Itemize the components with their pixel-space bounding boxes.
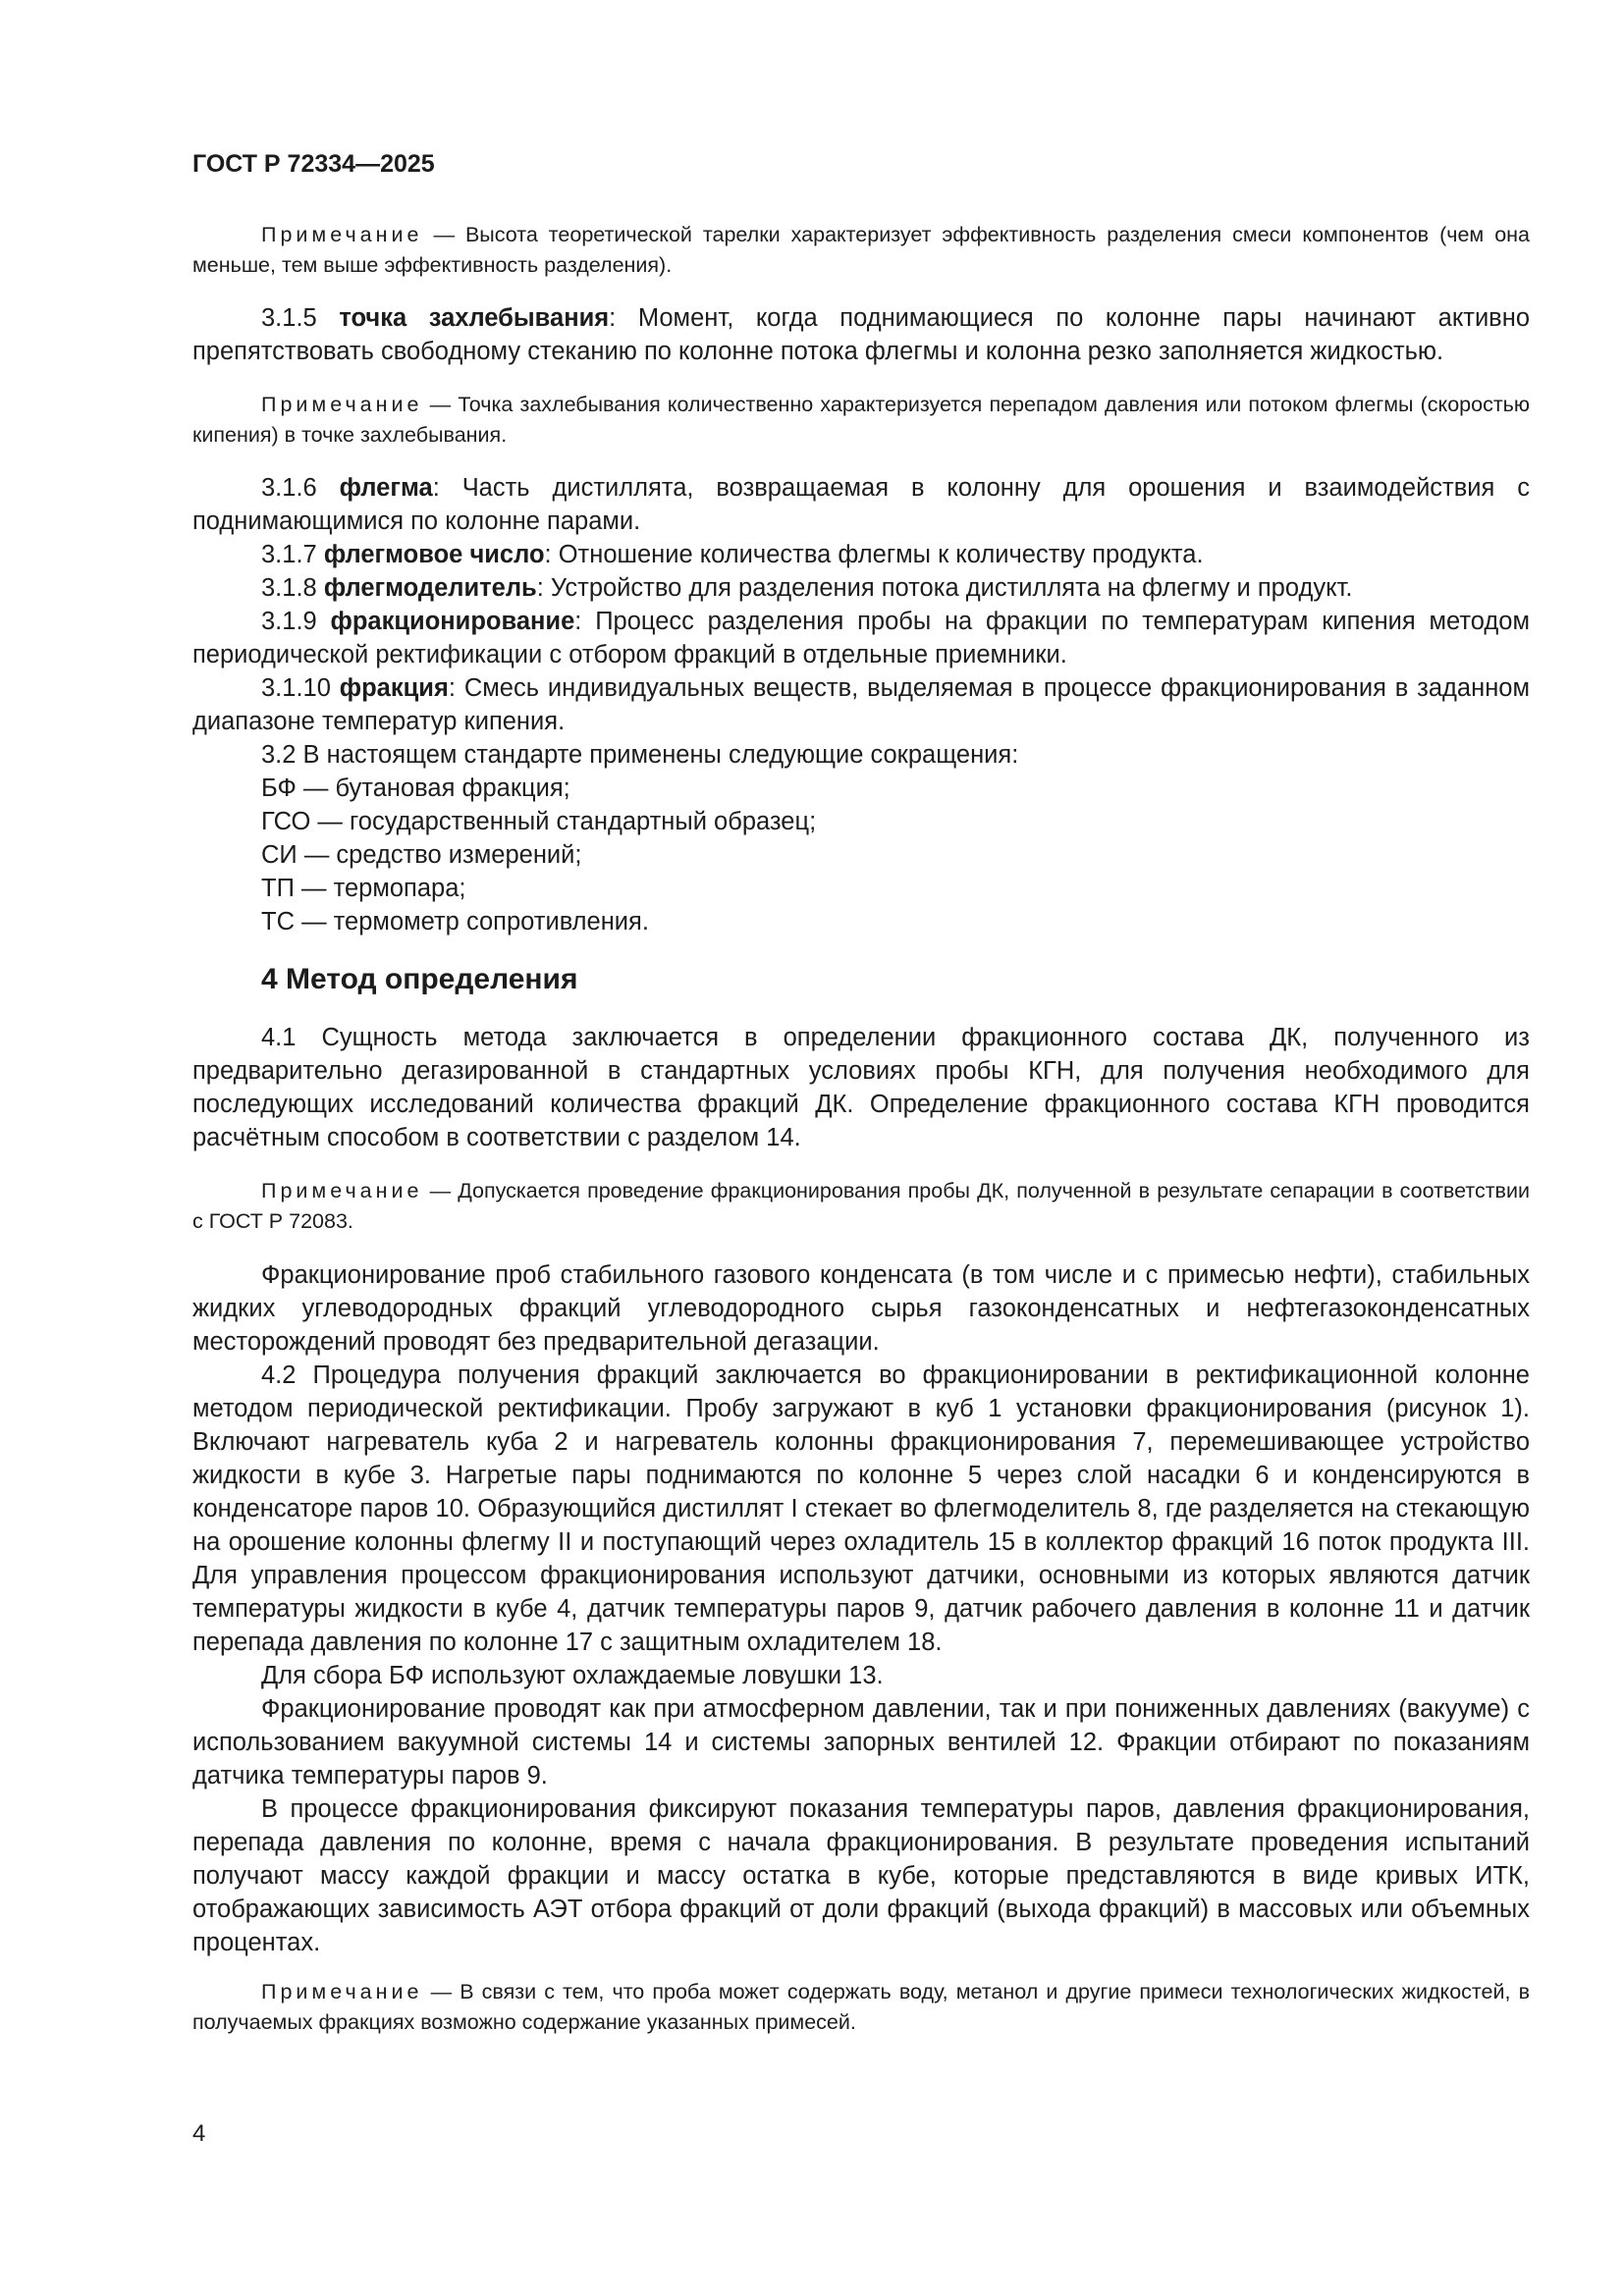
note-label: Примечание (261, 393, 423, 416)
term-name: фракционирование (330, 608, 575, 635)
term-text: Часть дистиллята, возвращаемая в колонну для орошения и взаимодействия с поднимающимися по колонне парами. (192, 474, 1530, 535)
abbreviation-item: ГСО — государственный стандартный образец; (261, 808, 817, 835)
term-name: флегма (339, 474, 433, 502)
note-label: Примечание (261, 223, 423, 246)
note: Примечание — Допускается проведение фракционирования пробы ДК, полученной в результате сепарации в соответствии с ГОСТ Р 72083. (192, 1179, 1530, 1233)
paragraph: 4.2 Процедура получения фракций заключается во фракционировании в ректификационной колонне методом периодической ректификации. Пробу загружают в куб 1 установки фракционирования (рисунок 1). Включают нагреватель куба 2 и нагреватель колонны фракционирования 7, перемешивающее устройство жидкости в кубе 3. Нагретые пары поднимаются по колонне 5 через слой насадки 6 и конденсируются в конденсаторе паров 10. Образующийся дистиллят I стекает во флегмоделитель 8, где разделяется на стекающую на орошение колонны флегму II и поступающий через охладитель 15 в коллектор фракций 16 поток продукта III. Для управления процессом фракционирования используют датчики, основными из которых являются датчик температуры жидкости в кубе 4, датчик температуры паров 9, датчик рабочего давления в колонне 11 и датчик перепада давления по колонне 17 с защитным охладителем 18. (192, 1362, 1530, 1656)
paragraph: Фракционирование проб стабильного газового конденсата (в том числе и с примесью нефти), стабильных жидких углеводородных фракций углеводородного сырья газоконденсатных и нефтегазоконденсатных месторождений проводят без предварительной дегазации. (192, 1261, 1530, 1356)
paragraph: 4.1 Сущность метода заключается в определении фракционного состава ДК, полученного из предварительно дегазированной в стандартных условиях пробы КГН, для получения необходимого для последующих исследований количества фракций ДК. Определение фракционного состава КГН проводится расчётным способом в соответствии с разделом 14. (192, 1024, 1530, 1151)
term-name: флегмоделитель (323, 574, 537, 602)
term-text: Отношение количества флегмы к количеству продукта. (558, 541, 1204, 568)
term-name: флегмовое число (323, 541, 545, 568)
term-text: Смесь индивидуальных веществ, выделяемая в процессе фракционирования в заданном диапазоне температур кипения. (192, 674, 1530, 735)
term-name: точка захлебывания (339, 304, 610, 332)
note: Примечание — Высота теоретической тарелки характеризует эффективность разделения смеси компонентов (чем она меньше, тем выше эффективность разделения). (192, 223, 1530, 277)
note-label: Примечание (261, 1179, 423, 1202)
section-heading: 4 Метод определения (261, 963, 578, 995)
abbreviation-item: СИ — средство измерений; (261, 841, 582, 869)
paragraph: Фракционирование проводят как при атмосферном давлении, так и при пониженных давлениях (вакууме) с использованием вакуумной системы 14 и системы запорных вентилей 12. Фракции отбирают по показаниям датчика температуры паров 9. (192, 1695, 1530, 1789)
term-number: 3.1.5 (261, 304, 317, 332)
term-definition: 3.1.10 фракция: Смесь индивидуальных веществ, выделяемая в процессе фракционирования в заданном диапазоне температур кипения. (192, 674, 1530, 735)
term-definition: 3.1.9 фракционирование: Процесс разделения пробы на фракции по температурам кипения методом периодической ректификации с отбором фракций в отдельные приемники. (192, 608, 1531, 668)
page-number: 4 (192, 2120, 206, 2147)
term-number: 3.1.6 (261, 474, 317, 502)
note: Примечание — В связи с тем, что проба может содержать воду, метанол и другие примеси технологических жидкостей, в получаемых фракциях возможно содержание указанных примесей. (192, 1980, 1530, 2034)
note: Примечание — Точка захлебывания количественно характеризуется перепадом давления или потоком флегмы (скоростью кипения) в точке захлебывания. (192, 393, 1530, 447)
paragraph: 3.2 В настоящем стандарте применены следующие сокращения: (261, 741, 1019, 769)
term-text: Устройство для разделения потока дистиллята на флегму и продукт. (550, 574, 1353, 602)
document-body (192, 220, 1530, 2038)
paragraph: Для сбора БФ используют охлаждаемые ловушки 13. (261, 1662, 884, 1689)
abbreviation-item: БФ — бутановая фракция; (261, 774, 570, 802)
note-text: Высота теоретической тарелки характеризует эффективность разделения смеси компонентов (чем она меньше, тем выше эффективность разделения). (192, 223, 1530, 277)
note-text: В связи с тем, что проба может содержать воду, метанол и другие примеси технологических жидкостей, в получаемых фракциях возможно содержание указанных примесей. (192, 1980, 1530, 2034)
document-header: ГОСТ Р 72334—2025 (192, 150, 435, 178)
note-text: Точка захлебывания количественно характеризуется перепадом давления или потоком флегмы (скоростью кипения) в точке захлебывания. (192, 393, 1530, 447)
term-number: 3.1.8 (261, 574, 317, 602)
note-label: Примечание (261, 1980, 423, 2003)
term-definition: 3.1.6 флегма: Часть дистиллята, возвращаемая в колонну для орошения и взаимодействия с поднимающимися по колонне парами. (192, 474, 1530, 535)
paragraph: В процессе фракционирования фиксируют показания температуры паров, давления фракционирования, перепада давления по колонне, время с начала фракционирования. В результате проведения испытаний получают массу каждой фракции и массу остатка в кубе, которые представляются в виде кривых ИТК, отображающих зависимость АЭТ отбора фракций от доли фракций (выхода фракций) в массовых или объемных процентах. (192, 1795, 1530, 1956)
term-definition: 3.1.7 флегмовое число: Отношение количества флегмы к количеству продукта. (261, 541, 1204, 568)
term-text: Процесс разделения пробы на фракции по температурам кипения методом периодической ректификации с отбором фракций в отдельные приемники. (192, 608, 1531, 668)
term-definition: 3.1.5 точка захлебывания: Момент, когда поднимающиеся по колонне пары начинают активно препятствовать свободному стеканию по колонне потока флегмы и колонна резко заполняется жидкостью. (192, 304, 1530, 365)
term-text: Момент, когда поднимающиеся по колонне пары начинают активно препятствовать свободному стеканию по колонне потока флегмы и колонна резко заполняется жидкостью. (192, 304, 1530, 365)
term-number: 3.1.10 (261, 674, 331, 702)
abbreviation-item: ТП — термопара; (261, 875, 466, 902)
note-text: Допускается проведение фракционирования пробы ДК, полученной в результате сепарации в соответствии с ГОСТ Р 72083. (192, 1179, 1530, 1233)
abbreviation-item: ТС — термометр сопротивления. (261, 908, 649, 935)
term-name: фракция (339, 674, 449, 702)
term-number: 3.1.7 (261, 541, 317, 568)
term-number: 3.1.9 (261, 608, 317, 635)
term-definition: 3.1.8 флегмоделитель: Устройство для разделения потока дистиллята на флегму и продукт. (261, 574, 1353, 602)
